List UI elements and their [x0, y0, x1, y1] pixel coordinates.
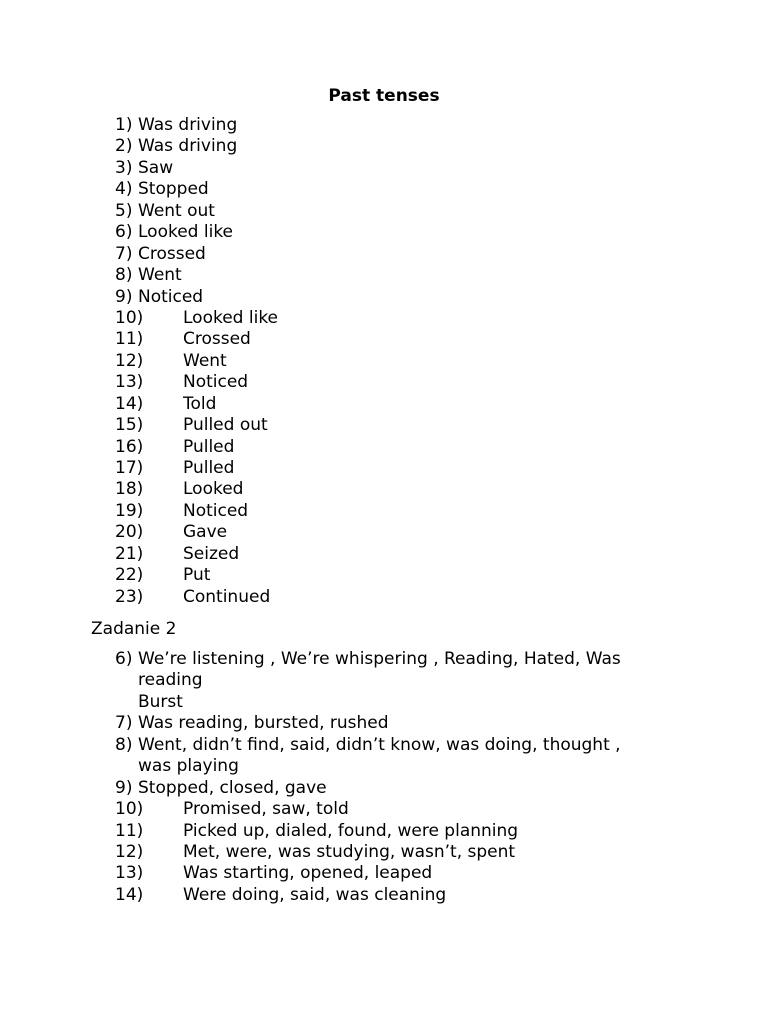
item-text: Went out [138, 200, 215, 221]
item-text: Put [183, 565, 211, 586]
item-text: Crossed [138, 243, 206, 264]
item-text: Was driving [138, 136, 238, 157]
item-text: Was reading, bursted, rushed [138, 713, 389, 734]
item-number: 14) [115, 884, 144, 905]
item-number: 6) [115, 649, 133, 669]
item-text: Pulled [183, 458, 235, 478]
item-text-line: Burst [138, 691, 183, 712]
item-number: 7) [115, 243, 133, 264]
item-text: Looked like [138, 222, 234, 243]
item-number: 13) [115, 863, 144, 884]
item-text: Picked up, dialed, found, were planning [183, 820, 519, 841]
item-text: Looked like [183, 307, 279, 328]
item-number: 5) [115, 200, 133, 221]
item-number: 17) [115, 458, 144, 478]
item-text: Was starting, opened, leaped [183, 863, 433, 884]
item-number: 9) [115, 777, 133, 798]
item-text-line: Went, didn’t find, said, didn’t know, was doing, thought , [138, 734, 621, 755]
list-item [0, 735, 658, 778]
item-text-line: We’re listening , We’re whispering , Reading, Hated, Was [138, 649, 621, 669]
list-item [0, 778, 658, 799]
item-number: 7) [115, 713, 133, 734]
item-number: 15) [115, 415, 144, 436]
item-number: 8) [115, 265, 133, 286]
item-number: 21) [115, 543, 144, 564]
item-text: Stopped [138, 179, 209, 200]
item-number: 12) [115, 350, 144, 371]
zadanie-2-list [0, 649, 658, 906]
item-text: Told [183, 393, 217, 414]
list-item [0, 649, 658, 713]
item-number: 12) [115, 842, 144, 863]
item-text: Met, were, was studying, wasn’t, spent [183, 842, 516, 863]
item-text: Noticed [183, 500, 249, 521]
item-number: 2) [115, 136, 133, 157]
item-number: 4) [115, 179, 133, 200]
item-number: 20) [115, 522, 144, 543]
item-text: Looked [183, 479, 244, 500]
item-number: 23) [115, 586, 144, 607]
item-number: 19) [115, 500, 144, 521]
document-title: Past tenses [328, 86, 440, 106]
item-number: 9) [115, 286, 133, 307]
list-item [0, 713, 658, 734]
item-number: 22) [115, 565, 144, 586]
item-text: Stopped, closed, gave [138, 777, 327, 798]
item-number: 14) [115, 393, 144, 414]
list-item [0, 799, 658, 820]
item-number: 11) [115, 820, 144, 841]
section-heading-zadanie-2: Zadanie 2 [91, 619, 177, 639]
item-number: 16) [115, 436, 144, 457]
item-number: 10) [115, 307, 144, 328]
item-number: 10) [115, 799, 144, 820]
item-number: 13) [115, 372, 144, 393]
item-text: Continued [183, 586, 271, 607]
item-text: Went [138, 265, 182, 286]
item-text: Was driving [138, 115, 238, 135]
list-item [0, 821, 658, 842]
item-text: Promised, saw, told [183, 799, 349, 820]
item-text: Seized [183, 543, 240, 564]
item-number: 6) [115, 222, 133, 243]
list-item [0, 842, 658, 863]
list-item [0, 863, 658, 884]
item-number: 8) [115, 734, 133, 755]
item-text: Noticed [183, 372, 249, 393]
item-text: Pulled [183, 436, 235, 457]
list-item [0, 885, 658, 906]
item-number: 18) [115, 479, 144, 500]
item-text-line: reading [138, 670, 203, 691]
item-text: Were doing, said, was cleaning [183, 884, 447, 905]
item-text: Crossed [183, 329, 251, 350]
item-text: Pulled out [183, 415, 268, 436]
item-text: Went [183, 350, 227, 371]
item-text: Noticed [138, 286, 204, 307]
item-text [138, 735, 658, 778]
item-text-line: was playing [138, 756, 239, 777]
item-text [138, 649, 658, 713]
item-text: Gave [183, 522, 228, 543]
item-number: 11) [115, 329, 144, 350]
item-number: 1) [115, 115, 133, 135]
item-text: Saw [138, 157, 174, 178]
item-number: 3) [115, 157, 133, 178]
